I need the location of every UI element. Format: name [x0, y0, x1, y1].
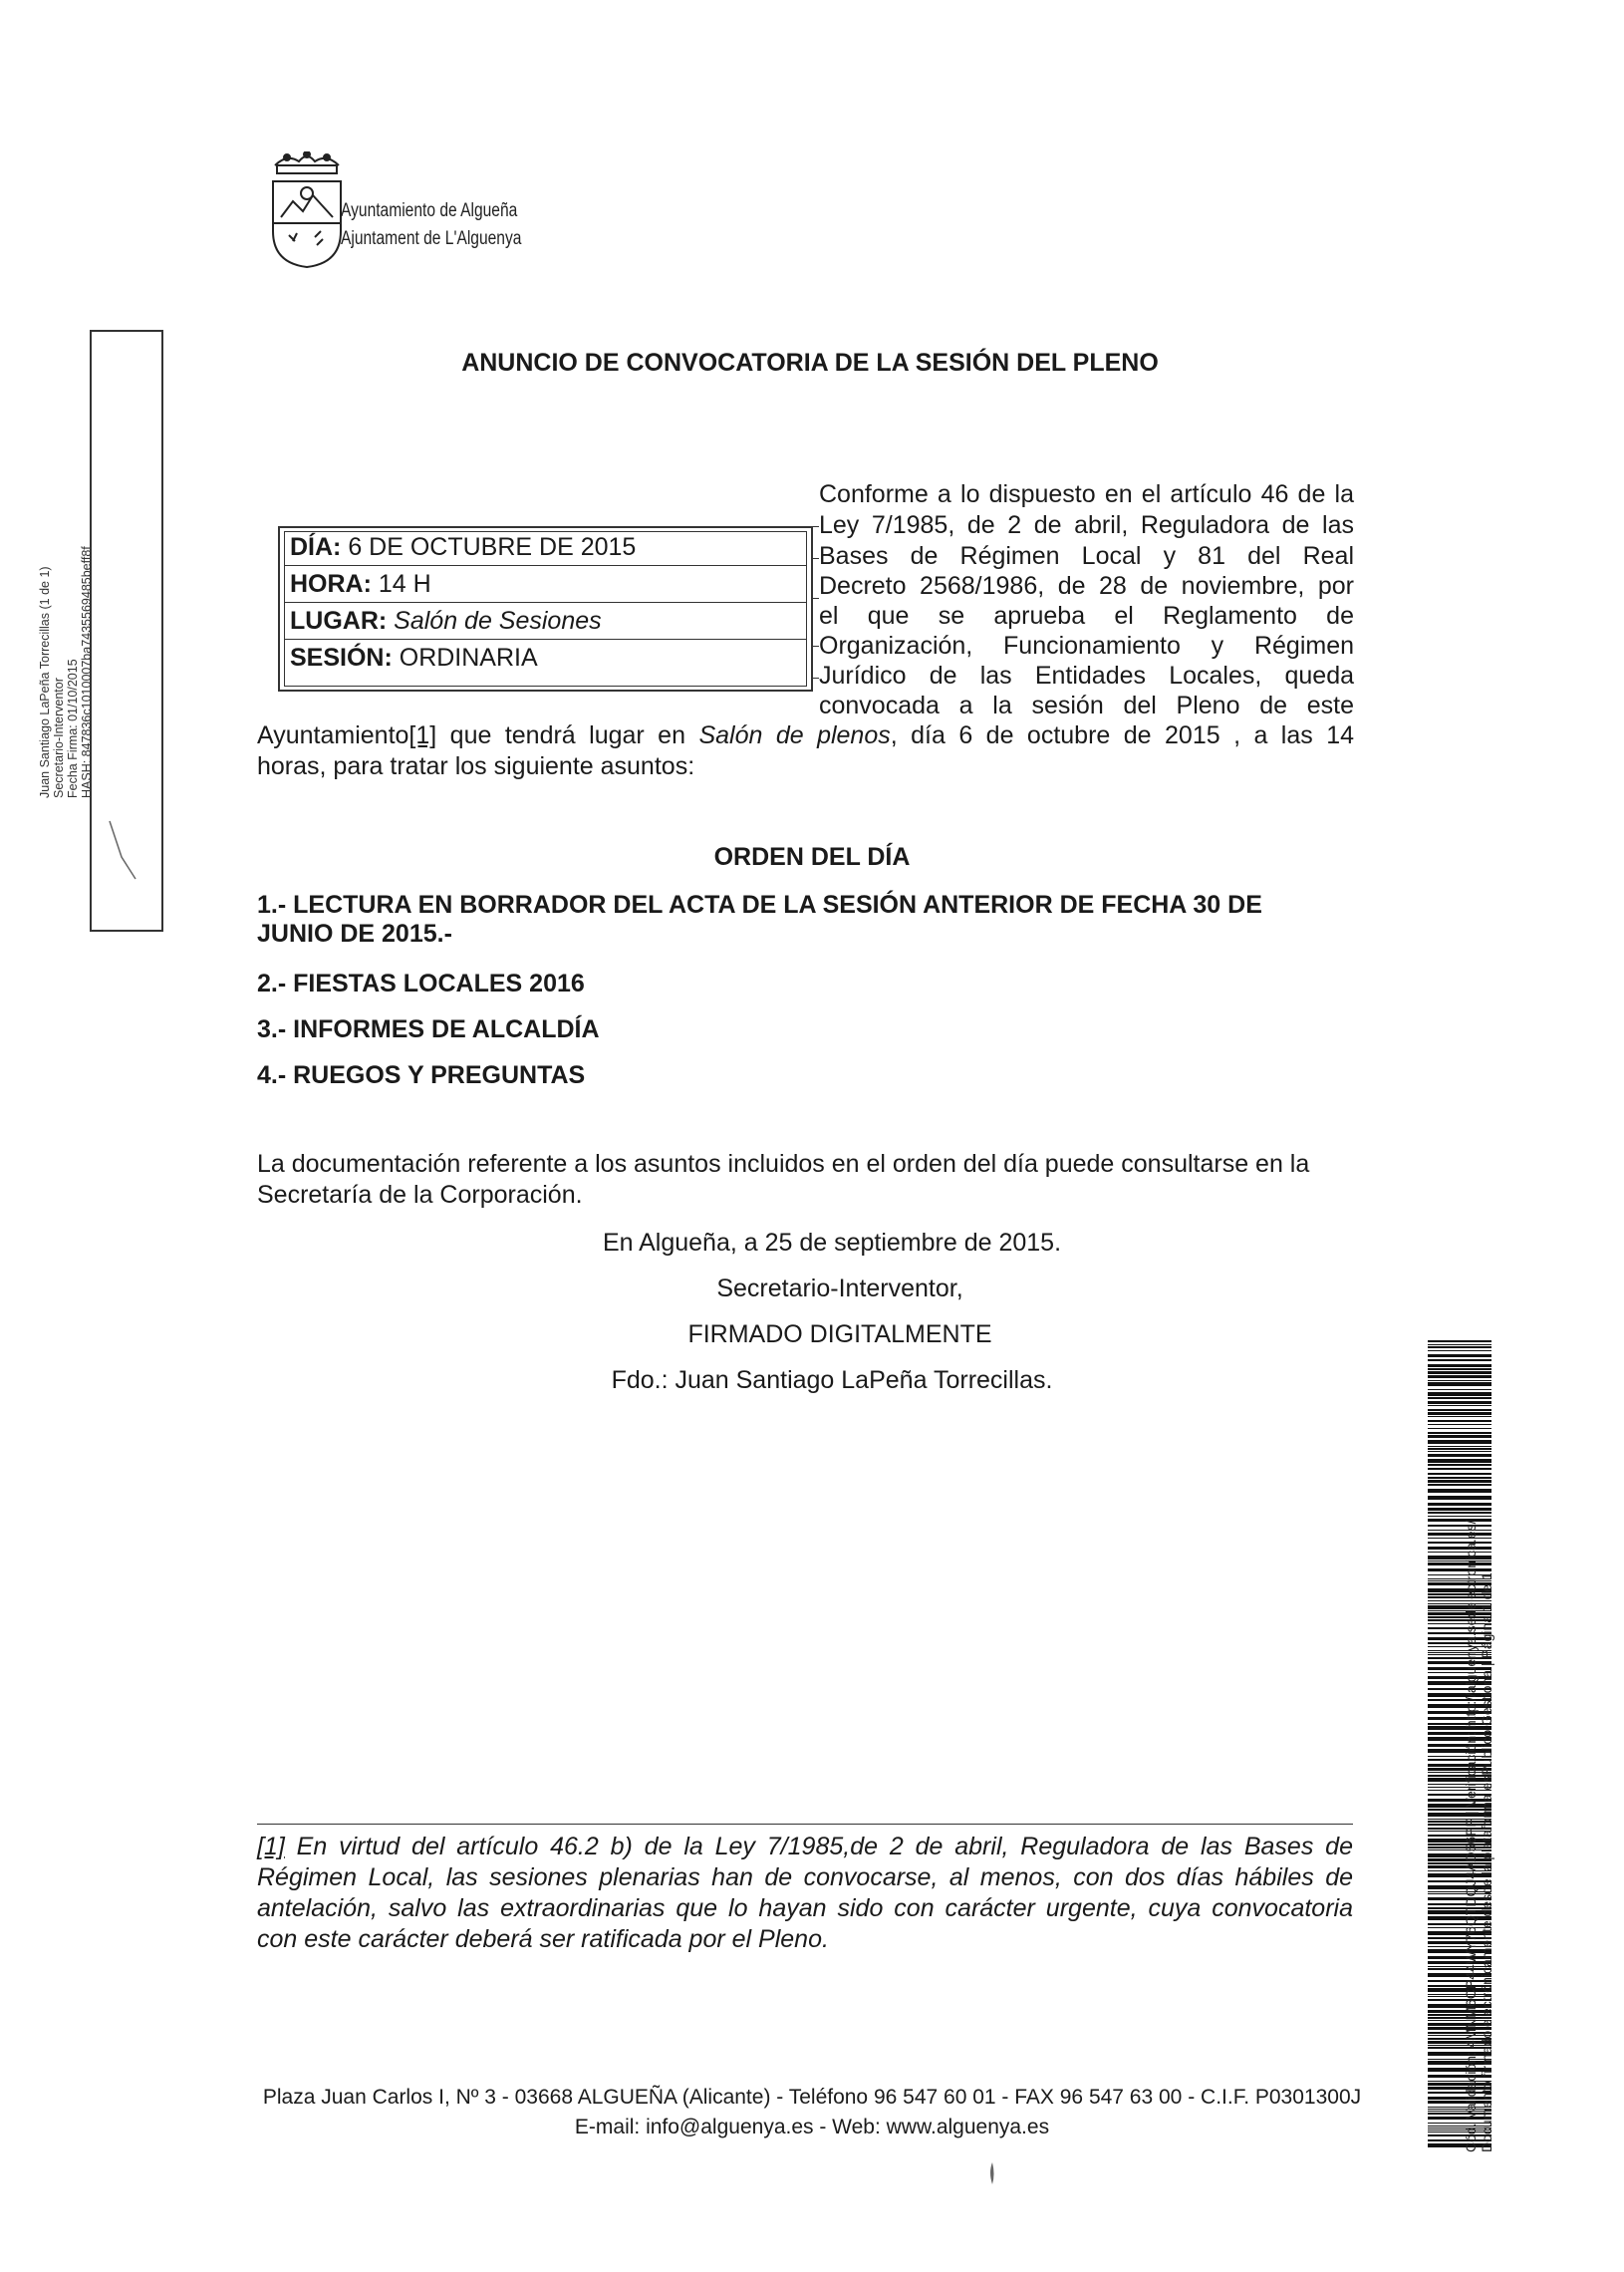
footnote-divider	[257, 1824, 1353, 1825]
barcode-bar	[1428, 1409, 1491, 1411]
barcode-bar	[1428, 1420, 1491, 1422]
barcode-bar	[1428, 1412, 1491, 1415]
signer-name: Juan Santiago LaPeña Torrecillas (1 de 1)	[38, 566, 52, 798]
body-line-full: Ayuntamiento[1] que tendrá lugar en Salón de plenos, día 6 de octubre de 2015 , a las 14	[257, 721, 1355, 749]
barcode-bar	[1428, 1354, 1491, 1357]
barcode-bar	[1428, 1392, 1491, 1396]
signature-hash: HASH: 847836c1010007ba7435569485beff8f	[80, 546, 94, 798]
footnote-marker: [1]	[257, 1833, 285, 1860]
barcode-bar	[1428, 1340, 1491, 1342]
barcode-bar	[1428, 1389, 1491, 1390]
signoff-role: Secretario-Interventor,	[716, 1275, 963, 1302]
verification-text	[1463, 1435, 1544, 2152]
barcode-bar	[1428, 1428, 1491, 1429]
session-time-row: HORA: 14 H	[290, 570, 431, 598]
agenda-item: 2.- FIESTAS LOCALES 2016	[257, 970, 585, 997]
agenda-item: 4.- RUEGOS Y PREGUNTAS	[257, 1061, 586, 1089]
body-line: Decreto 2568/1986, de 28 de noviembre, por	[819, 572, 1354, 600]
session-place-row: LUGAR: Salón de Sesiones	[290, 607, 602, 635]
signature-date: Fecha Firma: 01/10/2015	[66, 659, 80, 798]
footer-address-line: Plaza Juan Carlos I, Nº 3 - 03668 ALGUEÑA (Alicante) - Teléfono 96 547 60 01 - FAX 96 547 63 00 - C.I.F. P0301300J	[262, 2086, 1362, 2109]
footer-address	[0, 2083, 1624, 2142]
session-day-row: DÍA: 6 DE OCTUBRE DE 2015	[290, 533, 637, 561]
signoff-place-date: En Algueña, a 25 de septiembre de 2015.	[602, 1229, 1062, 1257]
barcode-bar	[1428, 1344, 1491, 1345]
body-line: convocada a la sesión del Pleno de este	[819, 692, 1354, 719]
barcode-bar	[1428, 1405, 1491, 1406]
barcode-bar	[1428, 1432, 1491, 1434]
barcode-bar	[1428, 1416, 1491, 1417]
barcode-bar	[1428, 1359, 1491, 1361]
footer-contact-line: E-mail: info@alguenya.es - Web: www.alguenya.es	[574, 2116, 1050, 2138]
barcode-bar	[1428, 1424, 1491, 1425]
logo-line-2: Ajuntament de L'Alguenya	[341, 228, 522, 249]
barcode-bar	[1428, 1350, 1491, 1351]
logo-text	[341, 197, 521, 253]
footnote-line: Régimen Local, las sesiones plenarias han de convocarse, al menos, con dos días hábiles de	[257, 1863, 1353, 1891]
barcode-bar	[1428, 1364, 1491, 1367]
barcode-bar	[1428, 1382, 1491, 1386]
signature-text	[38, 330, 163, 798]
body-line-full: horas, para tratar los siguiente asuntos:	[257, 752, 695, 780]
scan-mark	[986, 2160, 998, 2186]
verification-code-line[interactable]: Cód. Validación: 4MNM6CP44WY76QTDQJ4AD56PF | Verificación: http://alguenya.sedelectronica.es/	[1463, 1520, 1479, 2152]
footnote-line: con este carácter deberá ser ratificada por el Pleno.	[257, 1925, 829, 1953]
footnote-line: antelación, salvo las extraordinarias que lo hayan sido con carácter urgente, cuya convocatoria	[257, 1894, 1353, 1922]
agenda-item: JUNIO DE 2015.-	[257, 920, 452, 948]
barcode-bar	[1428, 1346, 1491, 1348]
barcode-bar	[1428, 1380, 1491, 1381]
body-line: el que se aprueba el Reglamento de	[819, 602, 1354, 630]
documentation-paragraph	[257, 1149, 1353, 1211]
agenda-title: ORDEN DEL DÍA	[713, 843, 911, 871]
agenda-item: 3.- INFORMES DE ALCALDÍA	[257, 1015, 600, 1043]
documentation-line: Secretaría de la Corporación.	[257, 1181, 583, 1209]
signer-role: Secretario-Interventor	[52, 678, 66, 798]
page-title: ANUNCIO DE CONVOCATORIA DE LA SESIÓN DEL PLENO	[461, 349, 1159, 377]
barcode-bar	[1428, 1371, 1491, 1374]
signoff-name: Fdo.: Juan Santiago LaPeña Torrecillas.	[611, 1366, 1053, 1394]
footnote: [1] En virtud del artículo 46.2 b) de la Ley 7/1985,de 2 de abril, Reguladora de las Bases de Régimen Local, las sesiones plenarias han de convocarse, al menos, con dos días hábiles de antelación, salvo las extraordinarias que lo hayan sido con carácter urgente, cuya convocatoria con este carácter deberá ser ratificada por el Pleno.	[257, 1833, 1353, 1953]
barcode-bar	[1428, 1375, 1491, 1378]
documentation-line: La documentación referente a los asuntos incluidos en el orden del día puede consultarse en la	[257, 1150, 1310, 1178]
barcode-bar	[1428, 1368, 1491, 1370]
body-line: Ley 7/1985, de 2 de abril, Reguladora de las	[819, 511, 1354, 539]
verification-platform-line: Documento firmado electrónicamente desde la plataforma esPublico Gestiona | Página 1 de 1	[1479, 1572, 1494, 2152]
signoff-signed: FIRMADO DIGITALMENTE	[687, 1320, 992, 1348]
footnote-reference-link[interactable]: [1]	[408, 721, 437, 749]
agenda-item: 1.- LECTURA EN BORRADOR DEL ACTA DE LA SESIÓN ANTERIOR DE FECHA 30 DE	[257, 891, 1262, 919]
body-line: Organización, Funcionamiento y Régimen	[819, 632, 1354, 660]
barcode-bar	[1428, 1397, 1491, 1399]
logo-line-1: Ayuntamiento de Algueña	[341, 200, 518, 221]
body-line: Conforme a lo dispuesto en el artículo 46 de la	[819, 480, 1354, 508]
body-line: Bases de Régimen Local y 81 del Real	[819, 542, 1354, 570]
body-line: Jurídico de las Entidades Locales, queda	[819, 662, 1354, 690]
barcode-bar	[1428, 1401, 1491, 1404]
session-type-row: SESIÓN: ORDINARIA	[290, 644, 538, 672]
